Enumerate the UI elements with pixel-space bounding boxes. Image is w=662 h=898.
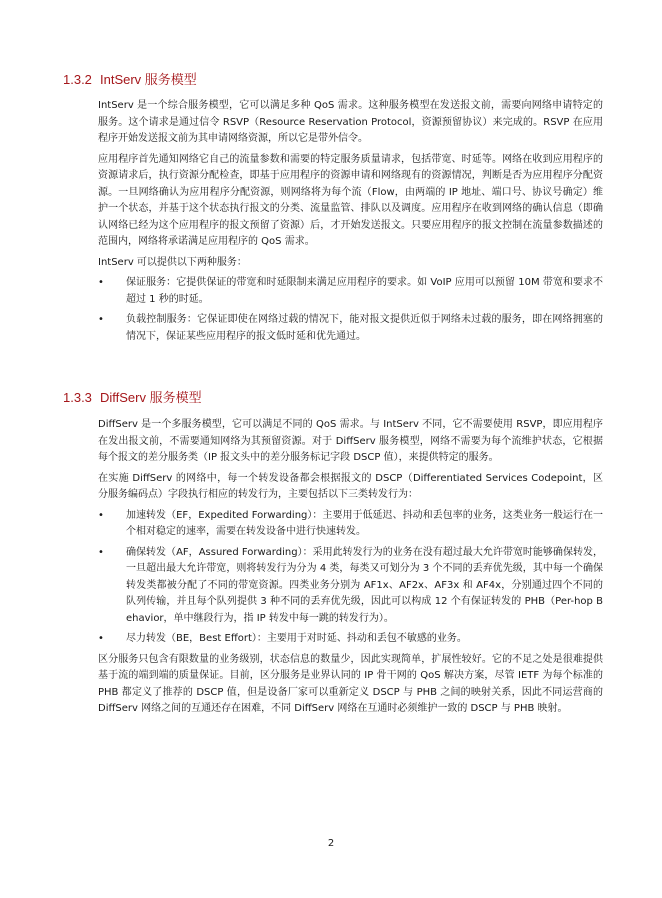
section-title: DiffServ 服务模型 <box>100 390 202 405</box>
bullet-icon: • <box>98 633 104 644</box>
paragraph: 区分服务只包含有限数量的业务级别，状态信息的数量少，因此实现简单，扩展性较好。它的不足之处是很难提供基于流的端到端的质量保证。目前，区分服务是业界认同的 IP 骨干网的 QoS 解决方案，尽管 IETF 为每个标准的 PHB 都定义了推荐的 DSCP 值，但是设备厂家可以重新定义 DSCP 与 PHB 之间的映射关系，因此不同运营商的 DiffServ 网络之间的互通还存在困难，不同 DiffServ 网络在互通时必须维护一致的 DSCP 与 PHB 映射。 <box>98 653 603 714</box>
list-item: • 保证服务：它提供保证的带宽和时延限制来满足应用程序的要求。如 VoIP 应用可以预留 10M 带宽和要求不超过 1 秒的时延。 <box>98 277 603 305</box>
list-item: • 尽力转发（BE，Best Effort）：主要用于对时延、抖动和丢包不敏感的业务。 <box>98 631 603 648</box>
paragraph: IntServ 可以提供以下两种服务： <box>98 256 247 268</box>
bullet-icon: • <box>98 277 104 288</box>
section-heading-diffserv <box>63 387 202 406</box>
section-title: IntServ 服务模型 <box>100 72 197 87</box>
paragraph: 应用程序首先通知网络它自己的流量参数和需要的特定服务质量请求，包括带宽、时延等。网络在收到应用程序的资源请求后，执行资源分配检查，即基于应用程序的资源申请和网络现有的资源情况，判断是否为应用程序分配资源。一旦网络确认为应用程序分配资源，则网络将为每个流（Flow，由两端的 IP 地址、端口号、协议号确定）维护一个状态，并基于这个状态执行报文的分类、流量监管、排队以及调度。应用程序在收到网络的确认信息（即确认网络已经为这个应用程序的报文预留了资源）后，才开始发送报文。只要应用程序的报文控制在流量参数描述的范围内，网络将承诺满足应用程序的 QoS 需求。 <box>98 153 603 247</box>
page-number: 2 <box>327 838 335 849</box>
bullet-icon: • <box>98 546 104 558</box>
bullet-icon: • <box>98 314 104 325</box>
list-item: • 加速转发（EF，Expedited Forwarding）：主要用于低延迟、抖动和丢包率的业务，这类业务一般运行在一个相对稳定的速率，需要在转发设备中进行快速转发。 <box>98 509 603 537</box>
list-item: • 确保转发（AF，Assured Forwarding）：采用此转发行为的业务在没有超过最大允许带宽时能够确保转发，一旦超出最大允许带宽，则将转发行为分为 4 类，每类又可划分为 3 个不同的丢弃优先级，其中每一个确保转发类都被分配了不同的带宽资源。四类业务分别为 AF1x、AF2x、AF3x 和 AF4x，分别通过四个不同的队列传输，并且每个队列提供 3 种不同的丢弃优先级，因此可以构成 12 个有保证转发的 PHB（Per-hop Behavior，单中继段行为，指 IP 转发中每一跳的转发行为）。 <box>98 546 603 624</box>
paragraph: DiffServ 是一个多服务模型，它可以满足不同的 QoS 需求。与 IntServ 不同，它不需要使用 RSVP，即应用程序在发出报文前，不需要通知网络为其预留资源。对于 DiffServ 服务模型，网络不需要为每个流维护状态，它根据每个报文的差分服务类（IP 报文头中的差分服务标记字段 DSCP 值），来提供特定的服务。 <box>98 419 603 463</box>
intserv-body <box>98 98 603 349</box>
bullet-list <box>98 275 603 345</box>
bullet-list <box>98 508 603 648</box>
bullet-icon: • <box>98 509 104 521</box>
paragraph: 在实施 DiffServ 的网络中，每一个转发设备都会根据报文的 DSCP（Differentiated Services Codepoint，区分服务编码点）字段执行相应的转发行为，主要包括以下三类转发行为： <box>98 472 603 500</box>
section-heading-intserv <box>63 69 197 88</box>
section-number: 1.3.2 <box>63 72 92 87</box>
list-item: • 负载控制服务：它保证即使在网络过载的情况下，能对报文提供近似于网络未过载的服务，即在网络拥塞的情况下，保证某些应用程序的报文低时延和优先通过。 <box>98 314 603 342</box>
section-number: 1.3.3 <box>63 390 92 405</box>
diffserv-body <box>98 417 603 722</box>
paragraph: IntServ 是一个综合服务模型，它可以满足多种 QoS 需求。这种服务模型在发送报文前，需要向网络申请特定的服务。这个请求是通过信令 RSVP（Resource Reservation Protocol，资源预留协议）来完成的。RSVP 在应用程序开始发送报文前为其申请网络资源，所以它是带外信令。 <box>98 100 603 144</box>
